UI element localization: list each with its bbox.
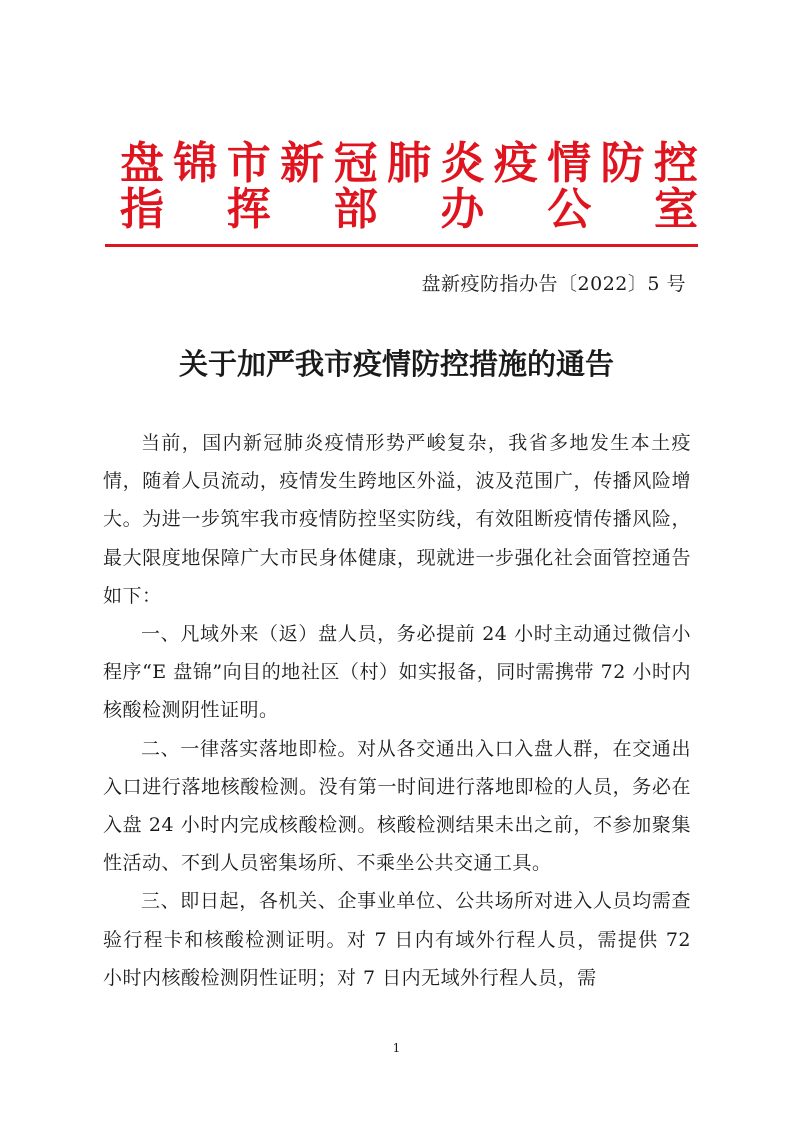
body-paragraph-item-1: 一、凡域外来（返）盘人员，务必提前 24 小时主动通过微信小程序“E 盘锦”向目的地社区（村）如实报备，同时需携带 72 小时内核酸检测阴性证明。 [103, 623, 691, 722]
header-char: 公 [547, 184, 592, 235]
document-title: 关于加严我市疫情防控措施的通告 [178, 347, 614, 381]
header-char: 指 [120, 184, 164, 235]
header-char: 情 [547, 138, 592, 189]
header-char: 控 [653, 138, 698, 189]
header-char: 市 [226, 138, 271, 189]
red-header-rule [105, 244, 698, 247]
header-char: 冠 [333, 138, 378, 189]
document-body [103, 424, 691, 997]
header-char: 炎 [440, 138, 485, 189]
body-paragraph-intro: 当前，国内新冠肺炎疫情形势严峻复杂，我省多地发生本土疫情，随着人员流动，疫情发生跨地区外溢，波及范围广，传播风险增大。为进一步筑牢我市疫情防控坚实防线，有效阻断疫情传播风险，最大限度地保障广大市民身体健康，现就进一步强化社会面管控通告如下： [103, 432, 691, 607]
document-number: 盘新疫防指办告〔2022〕5 号 [421, 273, 686, 295]
header-char: 肺 [386, 138, 431, 189]
page-number: 1 [392, 1041, 401, 1055]
issuing-authority-line-2 [120, 182, 698, 238]
header-char: 室 [653, 184, 698, 235]
body-paragraph-item-3: 三、即日起，各机关、企事业单位、公共场所对进入人员均需查验行程卡和核酸检测证明。对 7 日内有域外行程人员，需提供 72 小时内核酸检测阴性证明；对 7 日内无域外行程人员，需 [103, 890, 691, 989]
body-paragraph-item-2: 二、一律落实落地即检。对从各交通出入口入盘人群，在交通出入口进行落地核酸检测。没有第一时间进行落地即检的人员，务必在入盘 24 小时内完成核酸检测。核酸检测结果未出之前，不参加聚集性活动、不到人员密集场所、不乘坐公共交通工具。 [103, 737, 691, 875]
header-char: 挥 [226, 184, 271, 235]
header-char: 新 [280, 138, 325, 189]
header-char: 办 [440, 184, 485, 235]
header-char: 部 [333, 184, 378, 235]
header-char: 盘 [120, 138, 164, 189]
header-char: 防 [600, 138, 645, 189]
header-char: 疫 [493, 138, 538, 189]
header-char: 锦 [173, 138, 218, 189]
